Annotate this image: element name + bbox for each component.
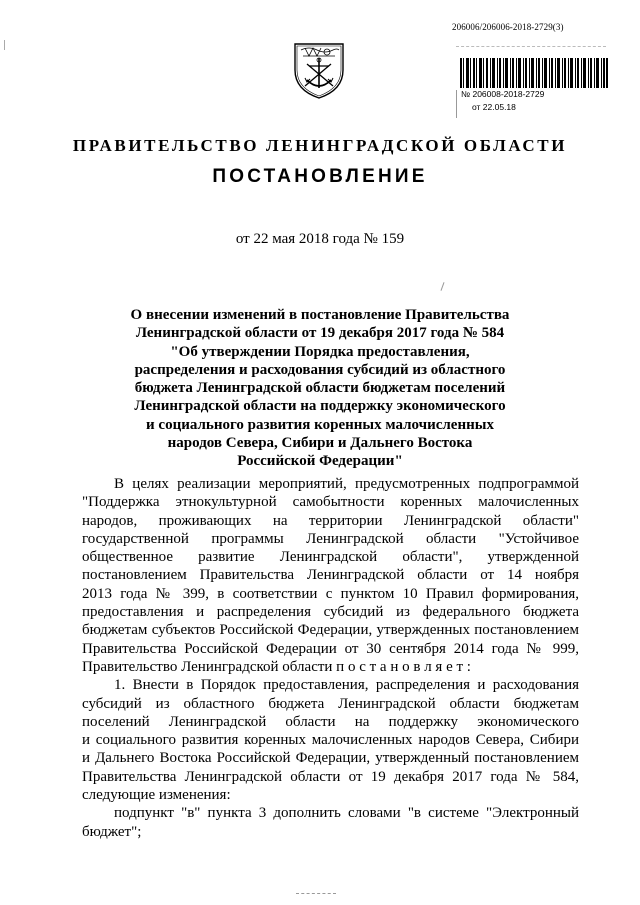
document-body (82, 475, 579, 841)
divider (296, 893, 336, 894)
title-line: Ленинградской области на поддержку экономического (134, 398, 506, 415)
body-line: 1. Внести в Порядок предоставления, распределения и расходования (114, 677, 579, 694)
document-code: 206006/206006-2018-2729(3) (452, 22, 564, 32)
body-line: В целях реализации мероприятий, предусмотренных подпрограммой (114, 476, 579, 492)
document-title (100, 306, 540, 471)
body-line: "Поддержка этнокультурной самобытности коренных малочисленных (82, 494, 579, 511)
scan-mark (4, 40, 5, 50)
body-line: постановлением Правительства Ленинградской области от 14 ноября (82, 567, 579, 584)
margin-line (456, 90, 457, 118)
body-line: поселений Ленинградской области на поддержку экономического (82, 713, 579, 730)
title-line: и социального развития коренных малочисленных (146, 416, 494, 433)
title-line: распределения и расходования субсидий из областного (134, 361, 506, 378)
body-line: Правительство Ленинградской области п о с т а н о в л я е т : (82, 658, 471, 675)
body-line: бюджет"; (82, 823, 142, 840)
body-line: и социального развития коренных малочисленных народов Севера, Сибири (82, 732, 579, 749)
body-line: и Дальнего Востока Российской Федерации, утвержденный постановлением (82, 750, 579, 767)
divider (456, 46, 606, 47)
body-line: подпункт "в" пункта 3 дополнить словами "в системе "Электронный (114, 805, 579, 822)
coat-of-arms-icon (289, 36, 349, 100)
registration-number: № 206008-2018-2729 (461, 89, 545, 99)
body-line: народов, проживающих на территории Ленинградской области" (82, 512, 579, 529)
title-line: бюджета Ленинградской области бюджетам поселений (134, 380, 506, 397)
title-line: О внесении изменений в постановление Правительства (130, 307, 510, 323)
body-line: государственной программы Ленинградской области "Устойчивое (82, 530, 579, 547)
body-line: бюджетам субъектов Российской Федерации, утвержденных постановлением (82, 622, 579, 639)
title-line: народов Севера, Сибири и Дальнего Востока (167, 435, 473, 452)
body-line: субсидий из областного бюджета Ленинградской области бюджетам (82, 695, 579, 712)
document-type: ПОСТАНОВЛЕНИЕ (212, 166, 428, 187)
body-line: предоставления и распределения субсидий из федерального бюджета (82, 604, 579, 621)
organization-name: ПРАВИТЕЛЬСТВО ЛЕНИНГРАДСКОЙ ОБЛАСТИ (72, 136, 568, 155)
body-line: общественное развитие Ленинградской области", утвержденной (82, 549, 579, 566)
body-line: Правительства Российской Федерации от 30 сентября 2014 года № 999, (82, 640, 579, 657)
body-line: 2013 года № 399, в соответствии с пунктом 10 Правил формирования, (82, 585, 579, 602)
title-line: "Об утверждении Порядка предоставления, (170, 343, 470, 360)
title-line: Российской Федерации" (237, 453, 403, 470)
body-line: следующие изменения: (82, 787, 231, 804)
body-line: Правительства Ленинградской области от 19 декабря 2017 года № 584, (82, 768, 579, 785)
barcode (460, 58, 608, 88)
scan-mark (440, 282, 444, 291)
registration-date: от 22.05.18 (472, 102, 516, 112)
title-line: Ленинградской области от 19 декабря 2017 года № 584 (135, 325, 505, 342)
decree-date: от 22 мая 2018 года № 159 (235, 231, 405, 247)
